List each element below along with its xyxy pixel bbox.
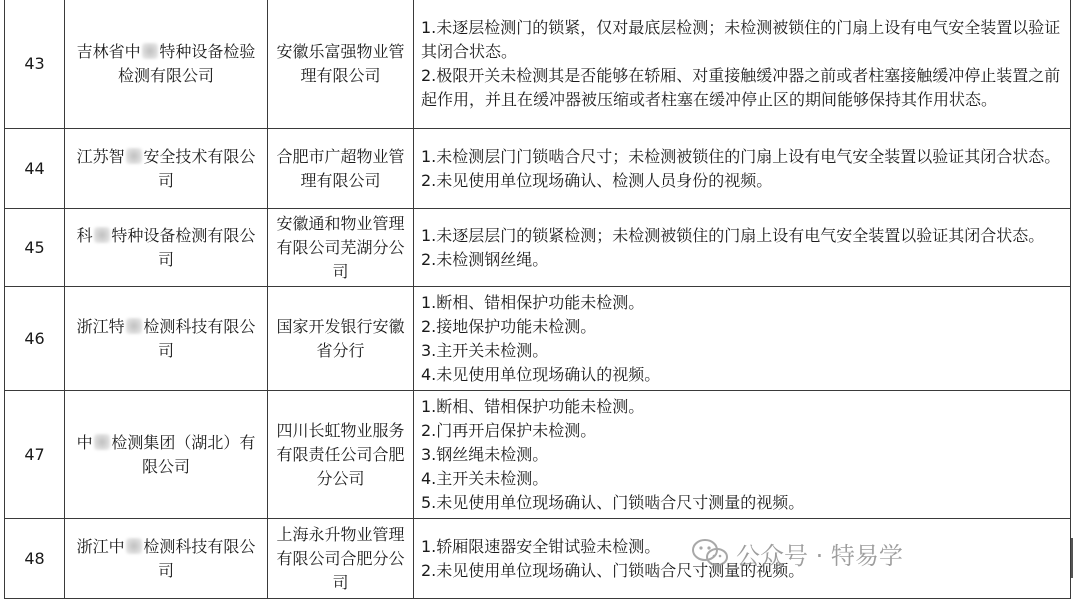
- owner-cell: 合肥市广超物业管理有限公司: [268, 129, 414, 209]
- issue-line: 2.接地保护功能未检测。: [421, 316, 597, 336]
- owner-cell: 上海永升物业管理有限公司合肥分公司: [268, 519, 414, 599]
- inspector-cell: 浙江特 检测科技有限公司: [65, 287, 268, 391]
- issue-line: 2.未见使用单位现场确认、检测人员身份的视频。: [421, 170, 773, 190]
- issue-line: 4.未见使用单位现场确认的视频。: [421, 364, 661, 384]
- redaction-blur: [126, 148, 143, 163]
- table-row: [5, 129, 1071, 209]
- table-row: [5, 209, 1071, 287]
- table-row: [5, 287, 1071, 391]
- issues-cell: [414, 209, 1071, 287]
- row-number: 48: [5, 519, 65, 599]
- issue-line: 2.未见使用单位现场确认、门锁啮合尺寸测量的视频。: [421, 560, 805, 580]
- issues-cell: [414, 129, 1071, 209]
- issue-line: 1.断相、错相保护功能未检测。: [421, 292, 645, 312]
- owner-cell: 四川长虹物业服务有限责任公司合肥分公司: [268, 391, 414, 519]
- row-number: 44: [5, 129, 65, 209]
- issue-line: 1.断相、错相保护功能未检测。: [421, 396, 645, 416]
- issue-line: 1.未检测层门门锁啮合尺寸；未检测被锁住的门扇上设有电气安全装置以验证其闭合状态。: [421, 146, 1061, 166]
- inspector-cell: 中 检测集团（湖北）有限公司: [65, 391, 268, 519]
- redaction-blur: [142, 43, 159, 58]
- table-row: [5, 0, 1071, 129]
- issue-line: 4.主开关未检测。: [421, 468, 549, 488]
- inspector-cell: 浙江中 检测科技有限公司: [65, 519, 268, 599]
- table-row: [5, 519, 1071, 599]
- inspector-cell: 科 特种设备检测有限公司: [65, 209, 268, 287]
- issue-line: 5.未见使用单位现场确认、门锁啮合尺寸测量的视频。: [421, 492, 805, 512]
- issue-line: 1.轿厢限速器安全钳试验未检测。: [421, 536, 661, 556]
- issue-line: 2.门再开启保护未检测。: [421, 420, 597, 440]
- row-number: 46: [5, 287, 65, 391]
- issue-line: 2.未检测钢丝绳。: [421, 249, 549, 269]
- inspector-cell: 吉林省中 特种设备检验检测有限公司: [65, 0, 268, 129]
- issue-line: 3.钢丝绳未检测。: [421, 444, 549, 464]
- redaction-blur: [126, 318, 143, 333]
- row-number: 45: [5, 209, 65, 287]
- wechat-icon: [690, 538, 730, 568]
- issue-line: 1.未逐层层门的锁紧检测；未检测被锁住的门扇上设有电气安全装置以验证其闭合状态。: [421, 225, 1045, 245]
- page-edge-divider: [1071, 538, 1073, 578]
- redaction-blur: [126, 538, 143, 553]
- inspection-table: [4, 0, 1071, 599]
- inspector-cell: 江苏智 安全技术有限公司: [65, 129, 268, 209]
- issues-cell: [414, 287, 1071, 391]
- issue-line: 3.主开关未检测。: [421, 340, 549, 360]
- row-number: 47: [5, 391, 65, 519]
- owner-cell: 国家开发银行安徽省分行: [268, 287, 414, 391]
- redaction-blur: [94, 227, 111, 242]
- issue-line: 1.未逐层检测门的锁紧，仅对最底层检测；未检测被锁住的门扇上设有电气安全装置以验证其闭合状态。: [421, 17, 1061, 61]
- issues-cell: [414, 0, 1071, 129]
- owner-cell: 安徽乐富强物业管理有限公司: [268, 0, 414, 129]
- owner-cell: 安徽通和物业管理有限公司芜湖分公司: [268, 209, 414, 287]
- row-number: 43: [5, 0, 65, 129]
- issue-line: 2.极限开关未检测其是否能够在轿厢、对重接触缓冲器之前或者柱塞接触缓冲停止装置之前起作用，并且在缓冲器被压缩或者柱塞在缓冲停止区的期间能够保持其作用状态。: [421, 65, 1061, 109]
- issues-cell: [414, 391, 1071, 519]
- redaction-blur: [94, 434, 111, 449]
- watermark: [690, 535, 903, 571]
- table-row: [5, 391, 1071, 519]
- watermark-text: 公众号 · 特易学: [736, 541, 903, 570]
